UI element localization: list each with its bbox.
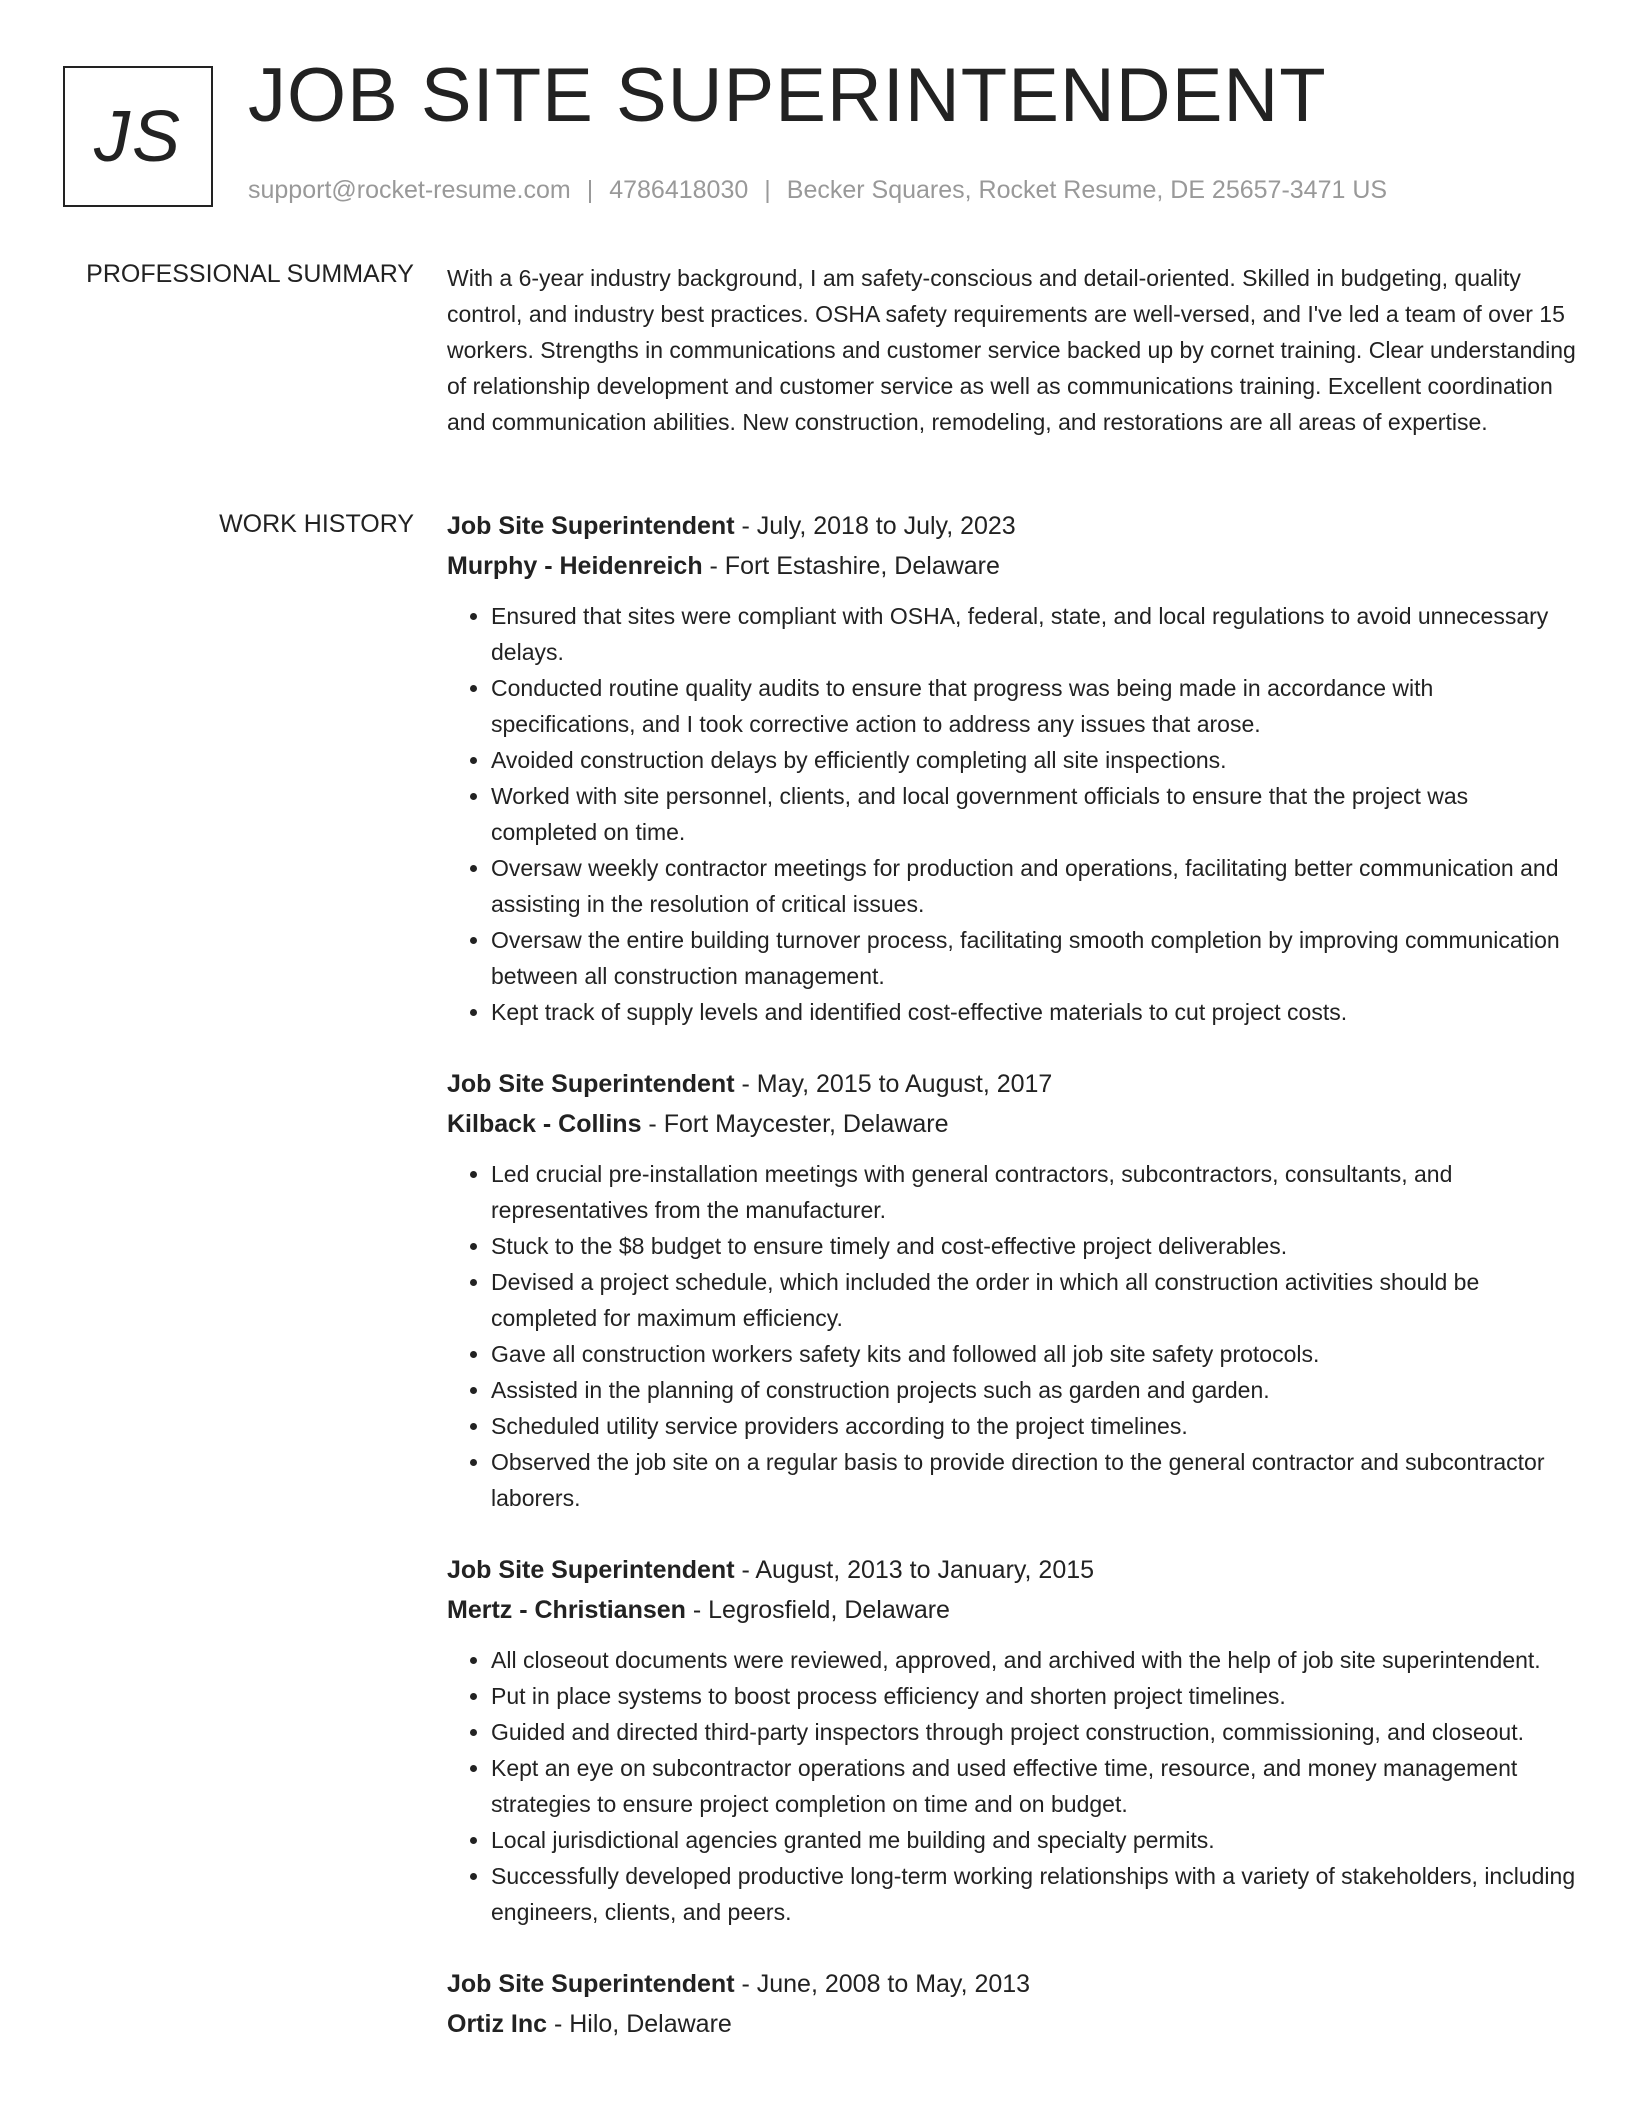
job-company-line — [447, 546, 1577, 586]
job-duties-list — [447, 598, 1577, 1030]
contact-separator: | — [586, 176, 594, 204]
job-duty-item: • Put in place systems to boost process efficiency and shorten project timelines. — [491, 1678, 1577, 1714]
job-duty-item: • Ensured that sites were compliant with OSHA, federal, state, and local regulations to avoid unnecessary delays. — [491, 598, 1577, 670]
contact-separator: | — [764, 176, 771, 204]
job-duty-item: • Observed the job site on a regular basis to provide direction to the general contractor and subcontractor laborers. — [491, 1444, 1577, 1516]
monogram-initials: JS — [93, 96, 183, 177]
job-title: Job Site Superintendent — [447, 512, 735, 540]
job-duty-item: • Scheduled utility service providers according to the project timelines. — [491, 1408, 1577, 1444]
summary-text: With a 6-year industry background, I am safety-conscious and detail-oriented. Skilled in budgeting, quality control, and industry best practices. OSHA safety requirements are well-versed, and I've led a team of over 15 workers. Strengths in communications and customer service backed up by cornet training. Clear understanding of relationship development and customer service as well as communications training. Excellent coordination and communication abilities. New construction, remodeling, and restorations are all areas of expertise. — [447, 265, 1576, 435]
job-dates: - May, 2015 to August, 2017 — [734, 1070, 1053, 1098]
job-location: - Fort Estashire, Delaware — [702, 552, 1000, 580]
job-duties-list — [447, 1156, 1577, 1516]
job-duty-item: • Assisted in the planning of construction projects such as garden and garden. — [491, 1372, 1577, 1408]
job-company: Murphy - Heidenreich — [447, 552, 703, 580]
contact-line — [248, 176, 1387, 205]
job-title-line — [447, 506, 1577, 546]
job-title-line — [447, 1064, 1577, 1104]
summary-section — [447, 260, 1577, 440]
contact-email: support@rocket-resume.com — [248, 176, 571, 204]
job-title: Job Site Superintendent — [447, 1970, 735, 1998]
job-company-line — [447, 2004, 1577, 2044]
job-company: Ortiz Inc — [447, 2010, 548, 2038]
job-entry — [447, 1064, 1577, 1516]
job-duty-item: • Worked with site personnel, clients, and local government officials to ensure that the project was completed on time. — [491, 778, 1577, 850]
job-dates: - July, 2018 to July, 2023 — [734, 512, 1016, 540]
job-dates: - August, 2013 to January, 2015 — [734, 1556, 1095, 1584]
job-duty-item: • Guided and directed third-party inspectors through project construction, commissioning, and closeout. — [491, 1714, 1577, 1750]
job-duty-item: • Avoided construction delays by efficiently completing all site inspections. — [491, 742, 1577, 778]
job-company: Mertz - Christiansen — [447, 1596, 686, 1624]
resume-name-title: JOB SITE SUPERINTENDENT — [248, 53, 1327, 138]
job-title: Job Site Superintendent — [447, 1556, 735, 1584]
job-title-line — [447, 1964, 1577, 2004]
monogram-logo — [63, 66, 213, 207]
job-duty-item: • All closeout documents were reviewed, approved, and archived with the help of job site superintendent. — [491, 1642, 1577, 1678]
job-company-line — [447, 1104, 1577, 1144]
contact-phone: 4786418030 — [609, 176, 749, 204]
job-duty-item: • Conducted routine quality audits to ensure that progress was being made in accordance with specifications, and I took corrective action to address any issues that arose. — [491, 670, 1577, 742]
job-duty-item: • Kept an eye on subcontractor operations and used effective time, resource, and money management strategies to ensure project completion on time and on budget. — [491, 1750, 1577, 1822]
job-duty-item: • Kept track of supply levels and identified cost-effective materials to cut project costs. — [491, 994, 1577, 1030]
job-company: Kilback - Collins — [447, 1110, 642, 1138]
job-title: Job Site Superintendent — [447, 1070, 735, 1098]
contact-address: Becker Squares, Rocket Resume, DE 25657-3471 US — [786, 176, 1388, 204]
job-location: - Fort Maycester, Delaware — [641, 1110, 949, 1138]
job-duty-item: • Local jurisdictional agencies granted me building and specialty permits. — [491, 1822, 1577, 1858]
job-duty-item: • Oversaw weekly contractor meetings for production and operations, facilitating better communication and assisting in the resolution of critical issues. — [491, 850, 1577, 922]
job-duty-item: • Oversaw the entire building turnover process, facilitating smooth completion by improving communication between all construction management. — [491, 922, 1577, 994]
job-company-line — [447, 1590, 1577, 1630]
job-entry — [447, 506, 1577, 1030]
job-dates: - June, 2008 to May, 2013 — [734, 1970, 1031, 1998]
job-entry — [447, 1550, 1577, 1930]
job-location: - Legrosfield, Delaware — [685, 1596, 950, 1624]
job-title-line — [447, 1550, 1577, 1590]
job-duty-item: • Gave all construction workers safety kits and followed all job site safety protocols. — [491, 1336, 1577, 1372]
work-history-section — [447, 506, 1577, 2078]
summary-section-label: PROFESSIONAL SUMMARY — [86, 260, 414, 288]
job-duty-item: • Stuck to the $8 budget to ensure timely and cost-effective project deliverables. — [491, 1228, 1577, 1264]
job-entry — [447, 1964, 1577, 2044]
job-duty-item: • Devised a project schedule, which included the order in which all construction activities should be completed for maximum efficiency. — [491, 1264, 1577, 1336]
job-duty-item: • Successfully developed productive long-term working relationships with a variety of stakeholders, including engineers, clients, and peers. — [491, 1858, 1577, 1930]
job-duty-item: • Led crucial pre-installation meetings with general contractors, subcontractors, consultants, and representatives from the manufacturer. — [491, 1156, 1577, 1228]
job-location: - Hilo, Delaware — [547, 2010, 732, 2038]
work-history-section-label: WORK HISTORY — [219, 510, 414, 538]
job-duties-list — [447, 1642, 1577, 1930]
